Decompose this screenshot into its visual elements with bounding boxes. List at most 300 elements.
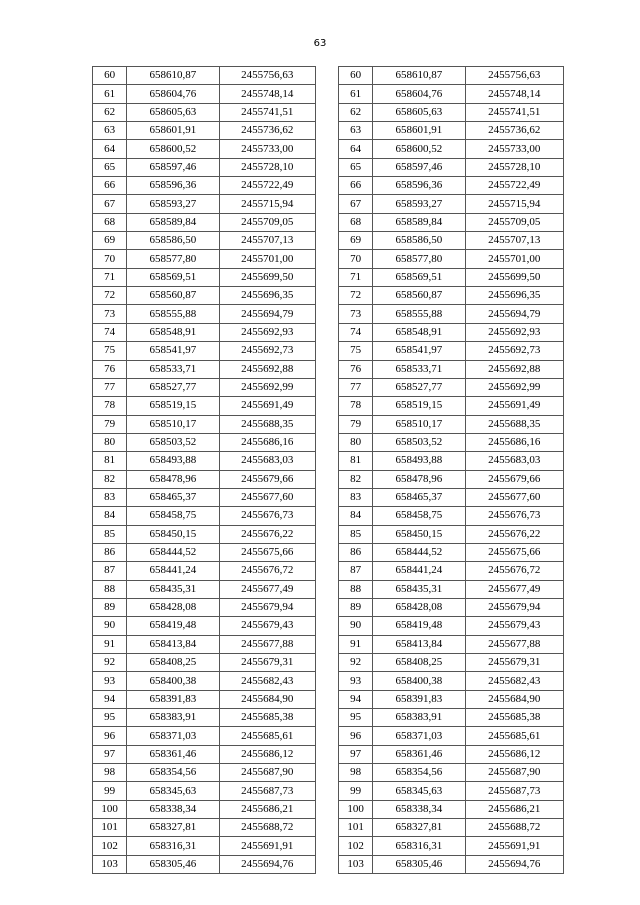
x-coordinate-cell: 658327,81 [373,819,465,837]
x-coordinate-cell: 658600,52 [127,140,219,158]
table-row [93,360,316,378]
x-coordinate-cell: 658577,80 [373,250,465,268]
y-coordinate-cell: 2455715,94 [465,195,563,213]
x-coordinate-cell: 658600,52 [373,140,465,158]
y-coordinate-cell: 2455685,61 [219,727,315,745]
point-number-cell: 78 [339,397,373,415]
point-number-cell: 99 [93,782,127,800]
y-coordinate-cell: 2455701,00 [219,250,315,268]
table-row [339,213,564,231]
coordinates-table-left [92,66,316,874]
y-coordinate-cell: 2455676,73 [219,507,315,525]
y-coordinate-cell: 2455684,90 [465,690,563,708]
x-coordinate-cell: 658601,91 [127,122,219,140]
y-coordinate-cell: 2455683,03 [465,452,563,470]
table-row [93,342,316,360]
table-row [339,837,564,855]
y-coordinate-cell: 2455694,79 [465,305,563,323]
y-coordinate-cell: 2455756,63 [465,67,563,85]
x-coordinate-cell: 658586,50 [127,232,219,250]
y-coordinate-cell: 2455696,35 [219,287,315,305]
y-coordinate-cell: 2455679,94 [465,598,563,616]
table-row [93,525,316,543]
x-coordinate-cell: 658503,52 [373,433,465,451]
y-coordinate-cell: 2455676,72 [465,562,563,580]
point-number-cell: 102 [93,837,127,855]
table-row [93,709,316,727]
y-coordinate-cell: 2455677,88 [219,635,315,653]
x-coordinate-cell: 658527,77 [373,378,465,396]
x-coordinate-cell: 658361,46 [373,745,465,763]
point-number-cell: 85 [339,525,373,543]
table-row [339,67,564,85]
y-coordinate-cell: 2455701,00 [465,250,563,268]
point-number-cell: 63 [93,122,127,140]
y-coordinate-cell: 2455691,49 [219,397,315,415]
point-number-cell: 96 [339,727,373,745]
y-coordinate-cell: 2455676,22 [219,525,315,543]
point-number-cell: 68 [93,213,127,231]
table-row [339,727,564,745]
y-coordinate-cell: 2455728,10 [465,158,563,176]
point-number-cell: 69 [93,232,127,250]
table-row [339,525,564,543]
point-number-cell: 62 [93,103,127,121]
page-number: 63 [313,38,327,49]
point-number-cell: 102 [339,837,373,855]
table-row [339,617,564,635]
y-coordinate-cell: 2455682,43 [219,672,315,690]
x-coordinate-cell: 658597,46 [373,158,465,176]
x-coordinate-cell: 658435,31 [373,580,465,598]
y-coordinate-cell: 2455736,62 [465,122,563,140]
y-coordinate-cell: 2455692,73 [465,342,563,360]
x-coordinate-cell: 658383,91 [373,709,465,727]
table-row [339,855,564,873]
y-coordinate-cell: 2455677,49 [465,580,563,598]
table-row [93,415,316,433]
y-coordinate-cell: 2455676,73 [465,507,563,525]
point-number-cell: 61 [93,85,127,103]
point-number-cell: 83 [93,488,127,506]
table-row [339,360,564,378]
table-row [339,709,564,727]
table-row [93,562,316,580]
point-number-cell: 66 [93,177,127,195]
table-row [93,287,316,305]
y-coordinate-cell: 2455696,35 [465,287,563,305]
x-coordinate-cell: 658503,52 [127,433,219,451]
table-row [339,415,564,433]
point-number-cell: 60 [93,67,127,85]
point-number-cell: 99 [339,782,373,800]
y-coordinate-cell: 2455679,94 [219,598,315,616]
x-coordinate-cell: 658400,38 [373,672,465,690]
y-coordinate-cell: 2455687,90 [465,764,563,782]
point-number-cell: 77 [93,378,127,396]
y-coordinate-cell: 2455686,12 [465,745,563,763]
point-number-cell: 73 [339,305,373,323]
x-coordinate-cell: 658589,84 [373,213,465,231]
table-row [339,177,564,195]
y-coordinate-cell: 2455694,76 [465,855,563,873]
x-coordinate-cell: 658610,87 [373,67,465,85]
table-row [93,397,316,415]
x-coordinate-cell: 658519,15 [127,397,219,415]
table-row [339,195,564,213]
point-number-cell: 73 [93,305,127,323]
table-row [93,323,316,341]
x-coordinate-cell: 658428,08 [127,598,219,616]
x-coordinate-cell: 658316,31 [127,837,219,855]
x-coordinate-cell: 658435,31 [127,580,219,598]
x-coordinate-cell: 658555,88 [127,305,219,323]
table-row [339,580,564,598]
table-row [339,103,564,121]
point-number-cell: 67 [93,195,127,213]
x-coordinate-cell: 658408,25 [373,654,465,672]
point-number-cell: 98 [339,764,373,782]
y-coordinate-cell: 2455722,49 [465,177,563,195]
y-coordinate-cell: 2455688,72 [219,819,315,837]
point-number-cell: 92 [339,654,373,672]
y-coordinate-cell: 2455691,91 [465,837,563,855]
x-coordinate-cell: 658604,76 [127,85,219,103]
point-number-cell: 91 [93,635,127,653]
x-coordinate-cell: 658345,63 [127,782,219,800]
table-row [339,635,564,653]
y-coordinate-cell: 2455675,66 [465,543,563,561]
table-row [93,855,316,873]
x-coordinate-cell: 658413,84 [373,635,465,653]
y-coordinate-cell: 2455707,13 [219,232,315,250]
y-coordinate-cell: 2455748,14 [219,85,315,103]
point-number-cell: 75 [339,342,373,360]
point-number-cell: 82 [339,470,373,488]
x-coordinate-cell: 658419,48 [373,617,465,635]
point-number-cell: 74 [339,323,373,341]
x-coordinate-cell: 658560,87 [127,287,219,305]
x-coordinate-cell: 658577,80 [127,250,219,268]
table-row [339,672,564,690]
x-coordinate-cell: 658548,91 [373,323,465,341]
point-number-cell: 66 [339,177,373,195]
point-number-cell: 71 [93,268,127,286]
point-number-cell: 64 [339,140,373,158]
table-row [93,140,316,158]
x-coordinate-cell: 658316,31 [373,837,465,855]
table-row [93,452,316,470]
y-coordinate-cell: 2455687,73 [219,782,315,800]
point-number-cell: 81 [93,452,127,470]
table-row [339,397,564,415]
point-number-cell: 76 [93,360,127,378]
table-row [93,617,316,635]
x-coordinate-cell: 658305,46 [373,855,465,873]
x-coordinate-cell: 658601,91 [373,122,465,140]
table-row [93,122,316,140]
y-coordinate-cell: 2455675,66 [219,543,315,561]
point-number-cell: 84 [339,507,373,525]
y-coordinate-cell: 2455733,00 [465,140,563,158]
table-row [93,800,316,818]
x-coordinate-cell: 658604,76 [373,85,465,103]
table-row [339,562,564,580]
table-row [93,67,316,85]
x-coordinate-cell: 658541,97 [127,342,219,360]
x-coordinate-cell: 658441,24 [373,562,465,580]
table-row [93,654,316,672]
point-number-cell: 93 [339,672,373,690]
y-coordinate-cell: 2455692,99 [219,378,315,396]
table-row [93,543,316,561]
x-coordinate-cell: 658605,63 [373,103,465,121]
point-number-cell: 101 [93,819,127,837]
x-coordinate-cell: 658555,88 [373,305,465,323]
y-coordinate-cell: 2455677,49 [219,580,315,598]
x-coordinate-cell: 658441,24 [127,562,219,580]
x-coordinate-cell: 658354,56 [373,764,465,782]
table-row [339,507,564,525]
x-coordinate-cell: 658450,15 [127,525,219,543]
y-coordinate-cell: 2455728,10 [219,158,315,176]
table-row [93,177,316,195]
point-number-cell: 89 [93,598,127,616]
x-coordinate-cell: 658465,37 [127,488,219,506]
x-coordinate-cell: 658458,75 [373,507,465,525]
y-coordinate-cell: 2455692,93 [219,323,315,341]
x-coordinate-cell: 658391,83 [373,690,465,708]
x-coordinate-cell: 658419,48 [127,617,219,635]
table-row [93,745,316,763]
y-coordinate-cell: 2455692,73 [219,342,315,360]
table-row [93,782,316,800]
table-row [339,452,564,470]
x-coordinate-cell: 658345,63 [373,782,465,800]
point-number-cell: 77 [339,378,373,396]
point-number-cell: 74 [93,323,127,341]
table-row [339,287,564,305]
point-number-cell: 98 [93,764,127,782]
x-coordinate-cell: 658450,15 [373,525,465,543]
table-row [339,232,564,250]
table-row [339,470,564,488]
table-row [339,305,564,323]
point-number-cell: 95 [93,709,127,727]
y-coordinate-cell: 2455679,43 [465,617,563,635]
table-row [339,819,564,837]
table-row [93,305,316,323]
point-number-cell: 96 [93,727,127,745]
point-number-cell: 63 [339,122,373,140]
y-coordinate-cell: 2455692,88 [219,360,315,378]
point-number-cell: 80 [93,433,127,451]
point-number-cell: 97 [339,745,373,763]
x-coordinate-cell: 658338,34 [127,800,219,818]
x-coordinate-cell: 658400,38 [127,672,219,690]
point-number-cell: 78 [93,397,127,415]
y-coordinate-cell: 2455683,03 [219,452,315,470]
point-number-cell: 69 [339,232,373,250]
point-number-cell: 82 [93,470,127,488]
y-coordinate-cell: 2455686,16 [465,433,563,451]
table-row [339,323,564,341]
table-row [339,378,564,396]
y-coordinate-cell: 2455741,51 [219,103,315,121]
y-coordinate-cell: 2455677,60 [219,488,315,506]
point-number-cell: 88 [339,580,373,598]
y-coordinate-cell: 2455692,88 [465,360,563,378]
table-row [93,764,316,782]
x-coordinate-cell: 658519,15 [373,397,465,415]
y-coordinate-cell: 2455679,31 [465,654,563,672]
point-number-cell: 83 [339,488,373,506]
x-coordinate-cell: 658510,17 [127,415,219,433]
point-number-cell: 81 [339,452,373,470]
point-number-cell: 65 [93,158,127,176]
x-coordinate-cell: 658510,17 [373,415,465,433]
x-coordinate-cell: 658383,91 [127,709,219,727]
table-row [93,598,316,616]
x-coordinate-cell: 658458,75 [127,507,219,525]
y-coordinate-cell: 2455677,88 [465,635,563,653]
table-row [339,598,564,616]
point-number-cell: 70 [339,250,373,268]
x-coordinate-cell: 658548,91 [127,323,219,341]
x-coordinate-cell: 658478,96 [127,470,219,488]
y-coordinate-cell: 2455686,12 [219,745,315,763]
table-row [93,488,316,506]
table-row [93,580,316,598]
point-number-cell: 68 [339,213,373,231]
point-number-cell: 71 [339,268,373,286]
y-coordinate-cell: 2455709,05 [219,213,315,231]
point-number-cell: 101 [339,819,373,837]
point-number-cell: 87 [93,562,127,580]
point-number-cell: 79 [339,415,373,433]
y-coordinate-cell: 2455685,61 [465,727,563,745]
x-coordinate-cell: 658560,87 [373,287,465,305]
x-coordinate-cell: 658533,71 [127,360,219,378]
x-coordinate-cell: 658493,88 [127,452,219,470]
y-coordinate-cell: 2455686,16 [219,433,315,451]
table-row [93,213,316,231]
y-coordinate-cell: 2455685,38 [465,709,563,727]
point-number-cell: 95 [339,709,373,727]
point-number-cell: 86 [339,543,373,561]
table-row [93,507,316,525]
y-coordinate-cell: 2455692,99 [465,378,563,396]
point-number-cell: 93 [93,672,127,690]
y-coordinate-cell: 2455679,31 [219,654,315,672]
point-number-cell: 103 [93,855,127,873]
point-number-cell: 60 [339,67,373,85]
table-row [93,195,316,213]
x-coordinate-cell: 658354,56 [127,764,219,782]
x-coordinate-cell: 658610,87 [127,67,219,85]
y-coordinate-cell: 2455688,35 [219,415,315,433]
point-number-cell: 90 [93,617,127,635]
point-number-cell: 85 [93,525,127,543]
table-row [339,654,564,672]
point-number-cell: 100 [339,800,373,818]
table-row [339,800,564,818]
point-number-cell: 89 [339,598,373,616]
y-coordinate-cell: 2455691,49 [465,397,563,415]
table-row [93,672,316,690]
table-row [339,745,564,763]
y-coordinate-cell: 2455736,62 [219,122,315,140]
x-coordinate-cell: 658596,36 [127,177,219,195]
y-coordinate-cell: 2455709,05 [465,213,563,231]
x-coordinate-cell: 658597,46 [127,158,219,176]
point-number-cell: 86 [93,543,127,561]
x-coordinate-cell: 658371,03 [373,727,465,745]
x-coordinate-cell: 658569,51 [127,268,219,286]
y-coordinate-cell: 2455722,49 [219,177,315,195]
point-number-cell: 64 [93,140,127,158]
table-row [339,433,564,451]
y-coordinate-cell: 2455694,76 [219,855,315,873]
y-coordinate-cell: 2455688,35 [465,415,563,433]
y-coordinate-cell: 2455733,00 [219,140,315,158]
coordinates-table-right [338,66,564,874]
y-coordinate-cell: 2455715,94 [219,195,315,213]
y-coordinate-cell: 2455686,21 [219,800,315,818]
table-row [93,268,316,286]
x-coordinate-cell: 658589,84 [127,213,219,231]
table-row [339,122,564,140]
x-coordinate-cell: 658444,52 [127,543,219,561]
y-coordinate-cell: 2455677,60 [465,488,563,506]
y-coordinate-cell: 2455688,72 [465,819,563,837]
x-coordinate-cell: 658527,77 [127,378,219,396]
y-coordinate-cell: 2455679,66 [219,470,315,488]
table-row [93,85,316,103]
point-number-cell: 103 [339,855,373,873]
x-coordinate-cell: 658586,50 [373,232,465,250]
point-number-cell: 72 [339,287,373,305]
table-row [93,819,316,837]
x-coordinate-cell: 658605,63 [127,103,219,121]
point-number-cell: 72 [93,287,127,305]
y-coordinate-cell: 2455748,14 [465,85,563,103]
table-row [339,250,564,268]
point-number-cell: 65 [339,158,373,176]
point-number-cell: 61 [339,85,373,103]
y-coordinate-cell: 2455679,66 [465,470,563,488]
point-number-cell: 67 [339,195,373,213]
x-coordinate-cell: 658533,71 [373,360,465,378]
x-coordinate-cell: 658428,08 [373,598,465,616]
y-coordinate-cell: 2455707,13 [465,232,563,250]
point-number-cell: 88 [93,580,127,598]
x-coordinate-cell: 658593,27 [127,195,219,213]
table-row [339,140,564,158]
table-row [339,342,564,360]
x-coordinate-cell: 658569,51 [373,268,465,286]
x-coordinate-cell: 658305,46 [127,855,219,873]
table-row [93,690,316,708]
y-coordinate-cell: 2455682,43 [465,672,563,690]
table-row [339,488,564,506]
x-coordinate-cell: 658541,97 [373,342,465,360]
x-coordinate-cell: 658371,03 [127,727,219,745]
point-number-cell: 62 [339,103,373,121]
y-coordinate-cell: 2455741,51 [465,103,563,121]
table-row [339,543,564,561]
x-coordinate-cell: 658327,81 [127,819,219,837]
